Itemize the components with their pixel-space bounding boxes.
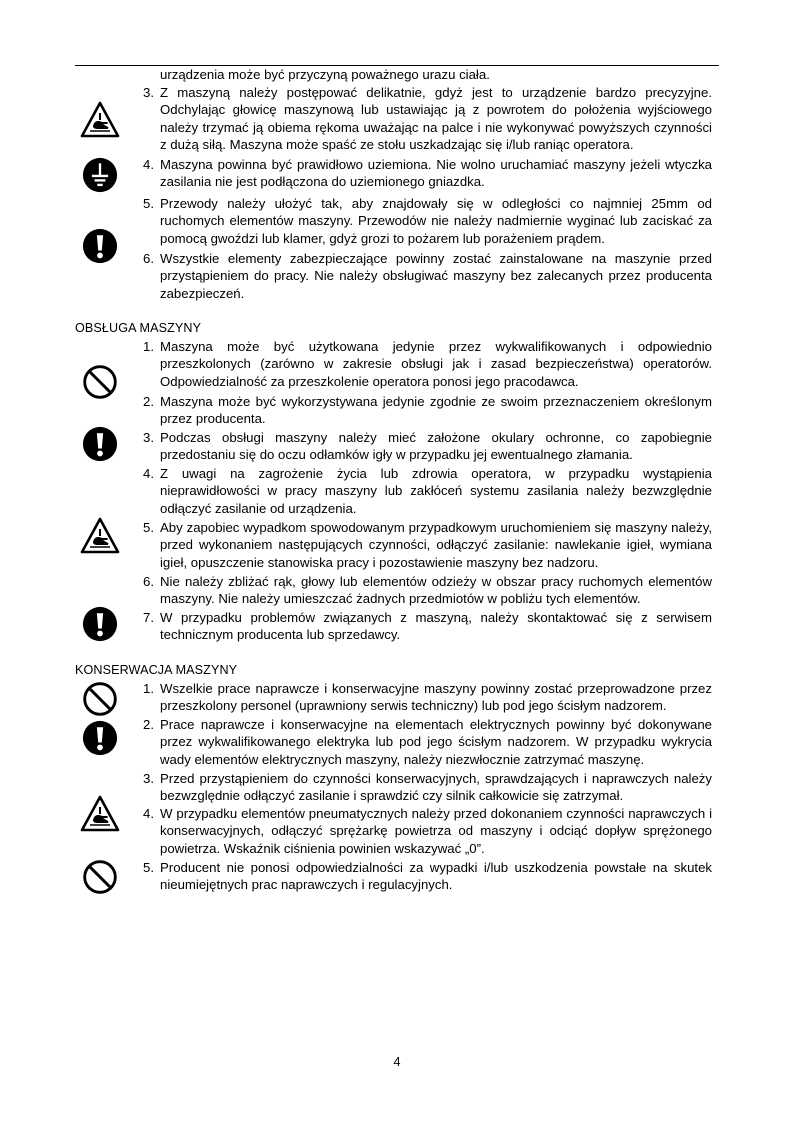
list-item: 2. Prace naprawcze i konserwacyjne na elementach elektrycznych powinny być dokonywane przez wykwalifikowanego elektryka lub pod jego ścisłym nadzorem. W przypadku wykrycia wady elementów elektrycznych maszyny, należy niezwłocznie zatrzymać maszynę. — [143, 717, 712, 767]
list-item: 4. W przypadku elementów pneumatycznych należy przed dokonaniem czynności naprawczych i konserwacyjnych, odłączyć sprężarkę powietrza od maszyny i odciąć dopływ sprężonego powietrza. Wskaźnik ciśnienia powinien wskazywać „0”. — [143, 806, 712, 856]
list-item: 1. Maszyna może być użytkowana jedynie przez wykwalifikowanych i odpowiednio przeszkolonych (zarówno w zakresie obsługi jak i zasad bezpieczeństwa) operatorów. Odpowiedzialność za przeszkolenie operatora ponosi jego pracodawca. — [143, 339, 712, 389]
list-item: 6. Nie należy zbliżać rąk, głowy lub elementów odzieży w obszar pracy ruchomych elementów maszyny. Nie należy umieszczać żadnych przedmiotów w pobliżu tych elementów. — [143, 574, 712, 607]
list-item: 1. Wszelkie prace naprawcze i konserwacyjne maszyny powinny zostać przeprowadzone przez przeszkolony personel (uprawniony serwis techniczny) lub pod jego ścisłym nadzorem. — [143, 681, 712, 714]
exclamation-mandatory-icon — [82, 228, 118, 264]
exclamation-mandatory-icon — [82, 426, 118, 462]
list-item: 6. Wszystkie elementy zabezpieczające powinny zostać zainstalowane na maszynie przed przystąpieniem do pracy. Nie należy obsługiwać maszyny bez zalecanych przez producenta zabezpieczeń. — [143, 251, 712, 301]
ground-icon — [82, 157, 118, 193]
list-item: 3. Podczas obsługi maszyny należy mieć założone okulary ochronne, co zapobiegnie przedostaniu się do oczu odłamków igły w przypadku jej ewentualnego złamania. — [143, 430, 712, 463]
list-item: 4. Z uwagi na zagrożenie życia lub zdrowia operatora, w przypadku wystąpienia nieprawidłowości w pracy maszyny lub zakłóceń systemu zasilania należy bezwzględnie odłączyć zasilanie od urządzenia. — [143, 466, 712, 516]
list-item: 5. Producent nie ponosi odpowiedzialności za wypadki i/lub uszkodzenia powstałe na skutek nieumiejętnych prac naprawczych i regulacyjnych. — [143, 860, 712, 893]
continuation-text: urządzenia może być przyczyną poważnego urazu ciała. — [160, 67, 490, 82]
exclamation-mandatory-icon — [82, 606, 118, 642]
list-item: 4. Maszyna powinna być prawidłowo uziemiona. Nie wolno uruchamiać maszyny jeżeli wtyczka zasilania nie jest podłączona do uziemionego gniazdka. — [143, 157, 712, 190]
hand-crush-warning-icon — [80, 516, 120, 556]
prohibition-icon — [82, 859, 118, 895]
exclamation-mandatory-icon — [82, 720, 118, 756]
hand-crush-warning-icon — [80, 100, 120, 140]
list-item: 3. Z maszyną należy postępować delikatnie, gdyż jest to urządzenie bardzo precyzyjne. Odchylając głowicę maszynową lub ustawiając ją z powrotem do położenia wyjściowego należy trzymać ją obiema rękoma uważając na palce i nie wykonywać powyższych czynności z dużą siłą. Maszyna może spaść ze stołu uszkadzając się i/lub raniąc operatora. — [143, 85, 712, 153]
section-heading-operation: OBSŁUGA MASZYNY — [75, 321, 202, 335]
hand-crush-warning-icon — [80, 794, 120, 834]
list-item: 3. Przed przystąpieniem do czynności konserwacyjnych, sprawdzających i naprawczych należy bezwzględnie odłączyć zasilanie i sprawdzić czy silnik całkowicie się zatrzymał. — [143, 771, 712, 804]
prohibition-icon — [82, 681, 118, 717]
list-item: 2. Maszyna może być wykorzystywana jedynie zgodnie ze swoim przeznaczeniem określonym przez producenta. — [143, 394, 712, 427]
list-item: 7. W przypadku problemów związanych z maszyną, należy skontaktować się z serwisem technicznym producenta lub sprzedawcy. — [143, 610, 712, 643]
page-number: 4 — [393, 1055, 401, 1069]
list-item: 5. Przewody należy ułożyć tak, aby znajdowały się w odległości co najmniej 25mm od ruchomych elementów maszyny. Przewodów nie należy nadmiernie wyginać lub zaciskać za pomocą gwoździ lub klamer, gdyż grozi to pożarem lub porażeniem prądem. — [143, 196, 712, 246]
prohibition-icon — [82, 364, 118, 400]
section-heading-maintenance: KONSERWACJA MASZYNY — [75, 663, 238, 677]
list-item: 5. Aby zapobiec wypadkom spowodowanym przypadkowym uruchomieniem się maszyny należy, przed wykonaniem następujących czynności, odłączyć zasilanie: nawlekanie igieł, wymiana igieł, opuszczenie stanowiska pracy i pozostawienie maszyny bez nadzoru. — [143, 520, 712, 570]
